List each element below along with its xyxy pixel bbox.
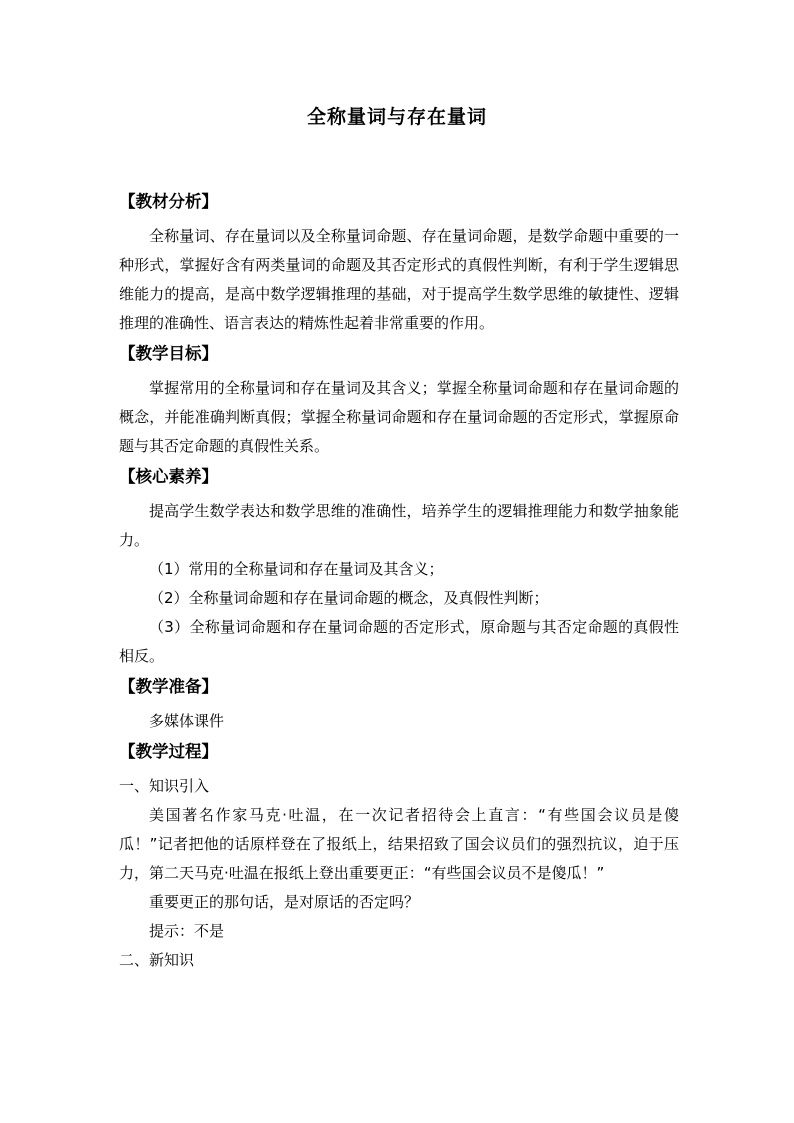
literacy-item-3: （3）全称量词命题和存在量词命题的否定形式，原命题与其否定命题的真假性相反。	[119, 618, 679, 665]
document-body	[119, 186, 679, 975]
process-story: 美国著名作家马克·吐温，在一次记者招待会上直言：“有些国会议员是傻瓜！”记者把他的话原样登在了报纸上，结果招致了国会议员们的强烈抗议，迫于压力，第二天马克·吐温在报纸上登出重要更正：“有些国会议员不是傻瓜！”	[119, 806, 679, 882]
process-part1-title: 一、知识引入	[119, 777, 210, 795]
section-heading-literacy: 【核心素养】	[119, 467, 218, 486]
section-heading-goals: 【教学目标】	[119, 344, 218, 363]
process-question: 重要更正的那句话，是对原话的否定吗？	[149, 893, 420, 911]
page-title: 全称量词与存在量词	[306, 106, 487, 128]
section-heading-material: 【教材分析】	[119, 192, 218, 211]
preparation-paragraph: 多媒体课件	[149, 712, 225, 730]
section-heading-preparation: 【教学准备】	[119, 677, 218, 696]
literacy-item-1: （1）常用的全称量词和存在量词及其含义；	[149, 560, 444, 578]
material-paragraph: 全称量词、存在量词以及全称量词命题、存在量词命题，是数学命题中重要的一种形式，掌握好含有两类量词的命题及其否定形式的真假性判断，有利于学生逻辑思维能力的提高，是高中数学逻辑推理的基础，对于提高学生数学思维的敏捷性、逻辑推理的准确性、语言表达的精炼性起着非常重要的作用。	[119, 227, 679, 332]
section-heading-process: 【教学过程】	[119, 742, 218, 761]
goals-paragraph: 掌握常用的全称量词和存在量词及其含义；掌握全称量词命题和存在量词命题的概念，并能准确判断真假；掌握全称量词命题和存在量词命题的否定形式，掌握原命题与其否定命题的真假性关系。	[119, 379, 679, 455]
literacy-paragraph: 提高学生数学表达和数学思维的准确性，培养学生的逻辑推理能力和数学抽象能力。	[119, 502, 679, 549]
process-part2-title: 二、新知识	[119, 951, 195, 969]
literacy-item-2: （2）全称量词命题和存在量词命题的概念，及真假性判断；	[149, 589, 549, 607]
process-hint: 提示：不是	[149, 922, 225, 940]
